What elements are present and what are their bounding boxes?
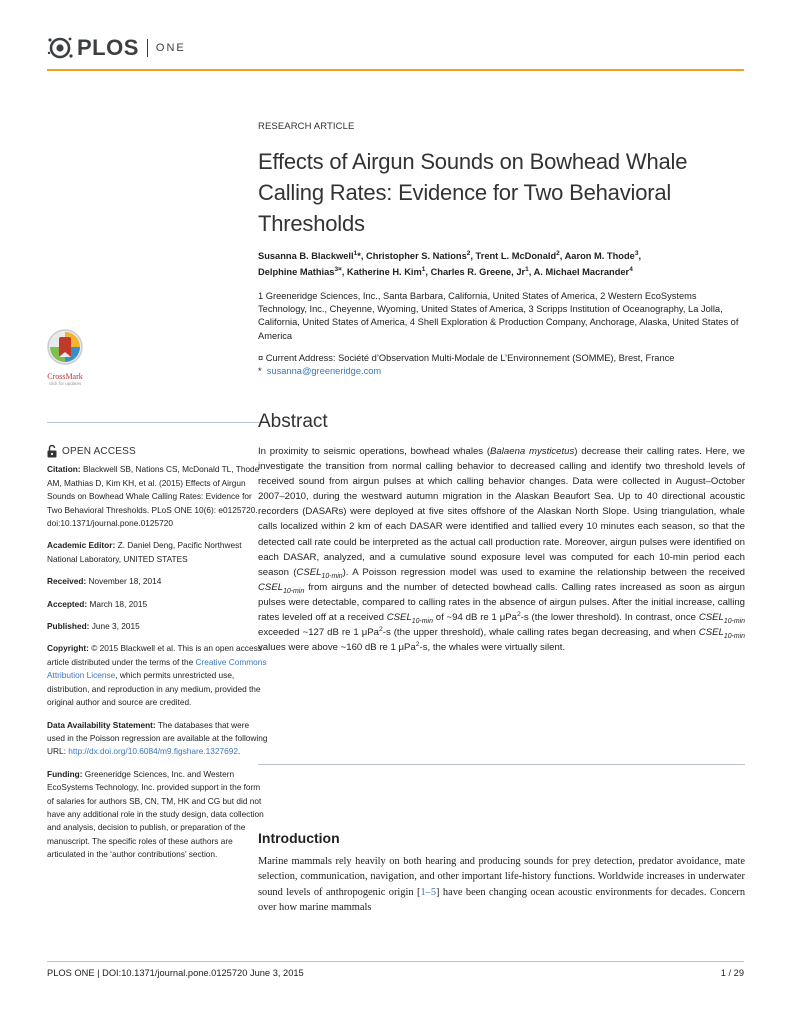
data-availability-block (47, 719, 269, 759)
abstract-segment: exceeded ~127 dB re 1 μPa (258, 627, 380, 639)
corresponding-email-line (258, 365, 745, 378)
copyright-label: Copyright: (47, 643, 89, 654)
abstract-segment: ). A Poisson regression model was used to examine the relationship between the received (342, 566, 745, 578)
author-name[interactable]: Susanna B. Blackwell (258, 251, 354, 261)
footer-rule (47, 961, 744, 962)
introduction-heading: Introduction (258, 830, 340, 846)
article-type: RESEARCH ARTICLE (258, 121, 355, 132)
citation-text: Blackwell SB, Nations CS, McDonald TL, Thode AM, Mathias D, Kim KH, et al. (2015) Effects of Airgun Sounds on Bowhead Whale Calling Rates: Evidence for Two Behavioral Thresholds. PLoS ONE 10(6): e0125720. doi:10.1371/journal.pone.0125720 (47, 464, 260, 529)
superscript: 2 (516, 610, 521, 618)
open-access-label: OPEN ACCESS (62, 446, 136, 457)
corresponding-mark: * (357, 251, 361, 261)
current-address-block (258, 352, 745, 378)
citation-label: Citation: (47, 464, 81, 475)
abstract-rule (258, 764, 745, 765)
funding-text: Greeneridge Sciences, Inc. and Western EcoSystems Technology, Inc. provided support in the form of salaries for authors SB, CN, TM, HK and CG but did not have any additional role in the study design, data collection and analysis, decision to publish, or preparation of the manuscript. The specific roles of these authors are articulated in the ‘author contributions’ section. (47, 768, 264, 860)
author-name[interactable]: Aaron M. Thode (564, 251, 635, 261)
open-lock-icon (47, 445, 57, 458)
received-block (47, 575, 269, 588)
published-block (47, 620, 269, 633)
author-name[interactable]: Charles R. Greene, Jr (430, 267, 526, 277)
copyright-block (47, 642, 269, 709)
csel-term: $CSEL_{10-min}$ (698, 627, 745, 641)
title-line: Thresholds (258, 211, 365, 236)
author-name[interactable]: A. Michael Macrander (533, 267, 630, 277)
abstract-segment: ) decrease their calling rates. Here, we investigate the transition from normal calling behavior to decreased calling and identify two threshold levels of received sound from airgun pulses at which calling behavior changes. Data were collected in August–October 2007–2010, during the westward autumn migration in the Alaskan Beaufort Sea. Up to 40 directional acoustic recorders (DASARs) were deployed at five sites offshore of the Alaskan North Slope. Using triangulation, whale calls localized within 2 km of each DASAR were identified and tallied every 10 minutes each season, so that the detected call rate could be interpreted as the actual call production rate. Moreover, airgun pulses were identified on each DASAR, analyzed, and a cumulative sound exposure level was computed for each 10-min period each season ( (258, 446, 745, 578)
abstract-segment: -s (the lower threshold). In contrast, once (520, 612, 699, 624)
author-name[interactable]: Delphine Mathias (258, 267, 335, 277)
abstract-segment: In proximity to seismic operations, bowhead whales ( (258, 446, 491, 457)
corresponding-email-mark: * (258, 366, 262, 377)
affil-sup: 1 (353, 249, 358, 257)
article-title (258, 146, 745, 239)
introduction-text (258, 854, 745, 915)
plos-mark-icon (47, 35, 73, 61)
affil-sup: 2 (466, 249, 471, 257)
data-availability-end: . (237, 746, 241, 757)
editor-label: Academic Editor: (47, 540, 116, 551)
affiliations: 1 Greeneridge Sciences, Inc., Santa Barbara, California, United States of America, 2 Western EcoSystems Technology, Inc., Cheyenne, Wyoming, United States of America, 3 Scripps Institution of Oceanography, La Jolla, California, United States of America, 4 Shell Exploration & Production Company, Anchorage, Alaska, United States of America (258, 291, 739, 341)
published-date: June 3, 2015 (91, 621, 140, 632)
crossmark-icon (46, 328, 84, 366)
funding-label: Funding: (47, 768, 83, 779)
reference-link[interactable]: 1–5 (420, 886, 437, 898)
abstract-segment: from airguns and the number of detected bowhead calls. Calling rates increased as soon as airgun pulses were detectable, compared to calling rates in the absence of airgun pulses. After the initial increase, calling rates leveled off at a received (258, 581, 745, 624)
intro-segment: ] have been changing ocean acoustic environments for decades. Concern over how marine mammals (258, 886, 746, 913)
title-line: Calling Rates: Evidence for Two Behavioral (258, 180, 672, 205)
footer-citation: PLOS ONE | DOI:10.1371/journal.pone.0125720 June 3, 2015 (47, 968, 304, 978)
intro-segment: Marine mammals rely heavily on both hearing and producing sounds for prey detection, predator avoidance, mate selection, communication, navigation, and other important life-history functions. Worldwide increases in underwater sound levels of anthropogenic origin [ (258, 856, 745, 898)
author-name[interactable]: Trent L. McDonald (475, 251, 557, 261)
affil-sup: 3¤ (334, 265, 342, 273)
logo-wordmark: PLOS (77, 35, 139, 60)
accepted-label: Accepted: (47, 598, 88, 609)
abstract-segment: values were above ~160 dB re 1 μPa (258, 642, 416, 654)
funding-block (47, 768, 269, 862)
author-name[interactable]: Christopher S. Nations (366, 251, 467, 261)
data-availability-text: The databases that were used in the Poisson regression are available at the following URL: (47, 719, 268, 757)
email-link[interactable]: susanna@greeneridge.com (266, 366, 382, 377)
crossmark-badge[interactable] (45, 328, 85, 386)
copyright-text: © 2015 Blackwell et al. This is an open access article distributed under the terms of the (47, 643, 262, 667)
superscript: 2 (415, 641, 420, 649)
editor-block (47, 539, 269, 566)
affil-sup: 4 (629, 265, 633, 273)
crossmark-sublabel: click for updates (48, 381, 82, 386)
header-rule (47, 69, 744, 71)
figshare-link[interactable]: http://dx.doi.org/10.6084/m9.figshare.1327692 (68, 746, 238, 757)
affil-sup: 3 (634, 249, 639, 257)
accepted-block (47, 598, 269, 611)
received-date: November 18, 2014 (88, 576, 162, 587)
affil-sup: 1 (421, 265, 426, 273)
plos-logo[interactable] (47, 33, 197, 63)
species-name: Balaena mysticetus (490, 446, 575, 457)
sidebar-rule (47, 422, 269, 423)
abstract-segment: of ~94 dB re 1 μPa (432, 612, 517, 624)
csel-term: $CSEL_{10-min}$ (386, 612, 433, 625)
crossmark-label: CrossMark (47, 372, 83, 381)
current-address: ¤ Current Address: Société d’Observation Multi-Modale de L’Environnement (SOMME), Brest, France (258, 353, 675, 363)
page-number: 1 / 29 (720, 968, 744, 978)
data-availability-label: Data Availability Statement: (47, 719, 156, 730)
abstract-segment: -s, the whales were virtually silent. (419, 642, 566, 654)
csel-term: $CSEL_{10-min}$ (258, 581, 305, 595)
affil-sup: 1 (525, 265, 529, 273)
abstract-text (258, 444, 745, 655)
affil-sup: 2 (556, 249, 560, 257)
author-list: Susanna B. Blackwell$^1$*, Christopher S. Nations$^2$, Trent L. McDonald$^2$, Aaron M. Thode$^3$, Delphine Mathias$^{3¤}$, Katherine H. Kim$^1$, Charles R. Greene, Jr$^1$, A. Michael Macrander$^4$ (258, 249, 642, 277)
article-info-sidebar (47, 445, 269, 871)
superscript: 2 (379, 625, 383, 633)
copyright-text-end: , which permits unrestricted use, distribution, and reproduction in any medium, provided the original author and source are credited. (47, 670, 261, 708)
abstract-heading: Abstract (258, 411, 328, 432)
published-label: Published: (47, 621, 90, 632)
title-line: Effects of Airgun Sounds on Bowhead Whale (258, 149, 688, 174)
csel-term: $CSEL_{10-min}$ (698, 612, 745, 625)
received-label: Received: (47, 576, 87, 587)
accepted-date: March 18, 2015 (89, 598, 148, 609)
open-access-badge (47, 445, 269, 458)
abstract-segment: -s (the upper threshold), whale calling rates began decreasing, and when (382, 627, 699, 639)
csel-term: $CSEL_{10-min}$ (296, 566, 343, 580)
editor-text: Z. Daniel Deng, Pacific Northwest National Laboratory, UNITED STATES (47, 540, 242, 564)
citation-block (47, 463, 269, 530)
license-link[interactable]: Creative Commons Attribution License (47, 656, 267, 681)
journal-name: ONE (155, 42, 186, 54)
author-name[interactable]: Katherine H. Kim (346, 267, 422, 277)
logo-separator (147, 39, 148, 57)
